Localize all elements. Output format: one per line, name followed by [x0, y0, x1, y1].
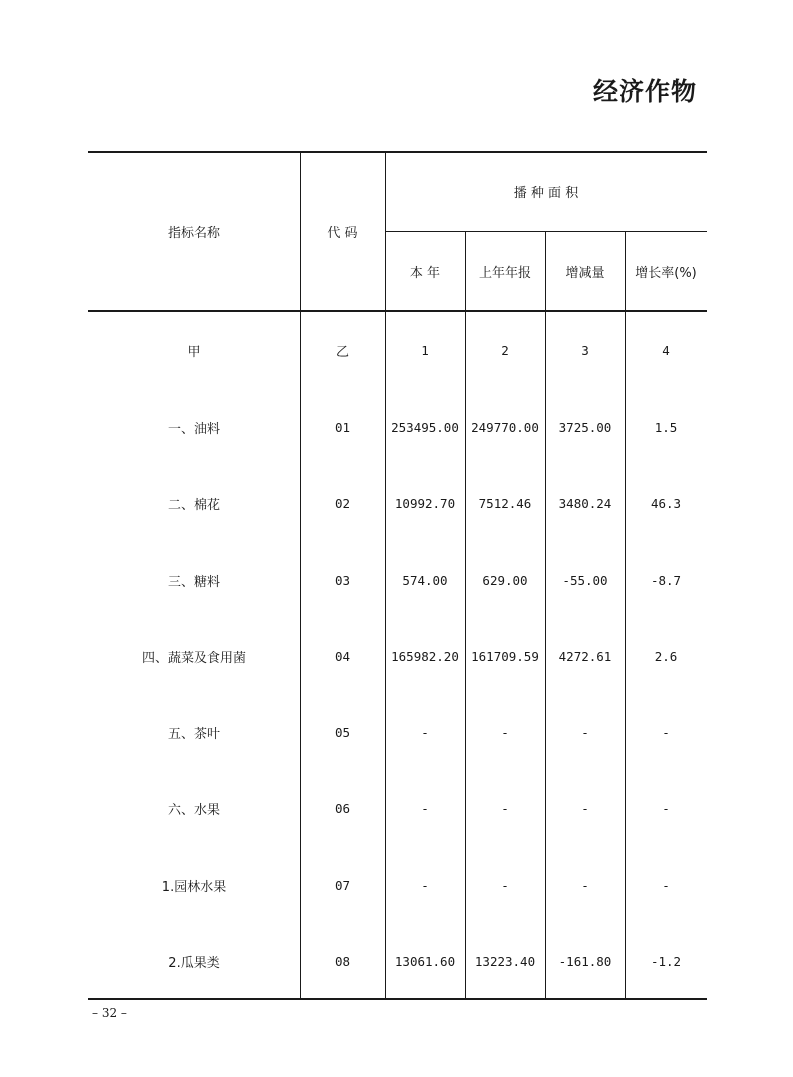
row-change: - — [581, 724, 589, 740]
row-code: 01 — [334, 419, 351, 435]
row-this-year: 253495.00 — [391, 419, 459, 435]
row-growth-rate: - — [662, 877, 670, 893]
row-this-year: - — [421, 877, 429, 893]
row-this-year: 13061.60 — [394, 953, 456, 969]
row-last-year: 249770.00 — [471, 419, 539, 435]
row-growth-rate: -8.7 — [650, 572, 682, 588]
row-growth-rate: 1.5 — [654, 419, 678, 435]
row-growth-rate: 2.6 — [654, 648, 678, 664]
header-name: 指标名称 — [167, 225, 220, 241]
page-number: – 32 – — [92, 1006, 127, 1020]
row-change: - — [581, 800, 589, 816]
row-name: 四、蔬菜及食用菌 — [141, 650, 246, 666]
row-code: 07 — [334, 877, 351, 893]
header-code: 代 码 — [327, 225, 358, 241]
data-table — [88, 151, 707, 1000]
row-last-year: 13223.40 — [474, 953, 536, 969]
row-change: 3725.00 — [558, 419, 612, 435]
row-name: 三、糖料 — [167, 574, 220, 590]
row-change: -55.00 — [562, 572, 608, 588]
row-change: 3480.24 — [558, 495, 612, 511]
row-last-year: 629.00 — [482, 572, 528, 588]
row-name: 二、棉花 — [167, 497, 220, 513]
row-name: 六、水果 — [167, 802, 220, 818]
row-last-year: - — [501, 800, 509, 816]
row-last-year: - — [501, 877, 509, 893]
row-change: 4272.61 — [558, 648, 612, 664]
row-this-year: - — [421, 724, 429, 740]
table-bottom-rule — [88, 998, 707, 1000]
row-this-year: 10992.70 — [394, 495, 456, 511]
row-this-year: - — [421, 800, 429, 816]
row-name: 2.瓜果类 — [168, 955, 220, 971]
row-name: 五、茶叶 — [167, 726, 220, 742]
row-code: 02 — [334, 495, 351, 511]
header-last-year: 上年年报 — [478, 265, 531, 281]
index-cell: 2 — [501, 342, 509, 358]
index-cell: 4 — [662, 342, 670, 358]
row-last-year: 161709.59 — [471, 648, 539, 664]
header-sowing-area: 播 种 面 积 — [513, 185, 579, 201]
index-cell: 乙 — [335, 344, 349, 360]
index-cell: 甲 — [187, 344, 201, 360]
row-code: 04 — [334, 648, 351, 664]
index-cell: 3 — [581, 342, 589, 358]
header-growth-rate: 增长率(%) — [635, 265, 697, 281]
page-title: 经济作物 — [593, 77, 698, 106]
index-cell: 1 — [421, 342, 429, 358]
row-last-year: 7512.46 — [478, 495, 532, 511]
header-this-year: 本 年 — [409, 265, 441, 281]
row-change: -161.80 — [558, 953, 612, 969]
row-growth-rate: -1.2 — [650, 953, 682, 969]
row-growth-rate: 46.3 — [650, 495, 682, 511]
row-code: 06 — [334, 800, 351, 816]
row-name: 1.园林水果 — [161, 879, 227, 895]
row-growth-rate: - — [662, 800, 670, 816]
row-code: 03 — [334, 572, 351, 588]
row-this-year: 574.00 — [402, 572, 448, 588]
row-name: 一、油料 — [167, 421, 220, 437]
row-this-year: 165982.20 — [391, 648, 459, 664]
row-code: 05 — [334, 724, 351, 740]
row-growth-rate: - — [662, 724, 670, 740]
row-code: 08 — [334, 953, 351, 969]
row-last-year: - — [501, 724, 509, 740]
row-change: - — [581, 877, 589, 893]
header-change: 增减量 — [565, 265, 605, 281]
